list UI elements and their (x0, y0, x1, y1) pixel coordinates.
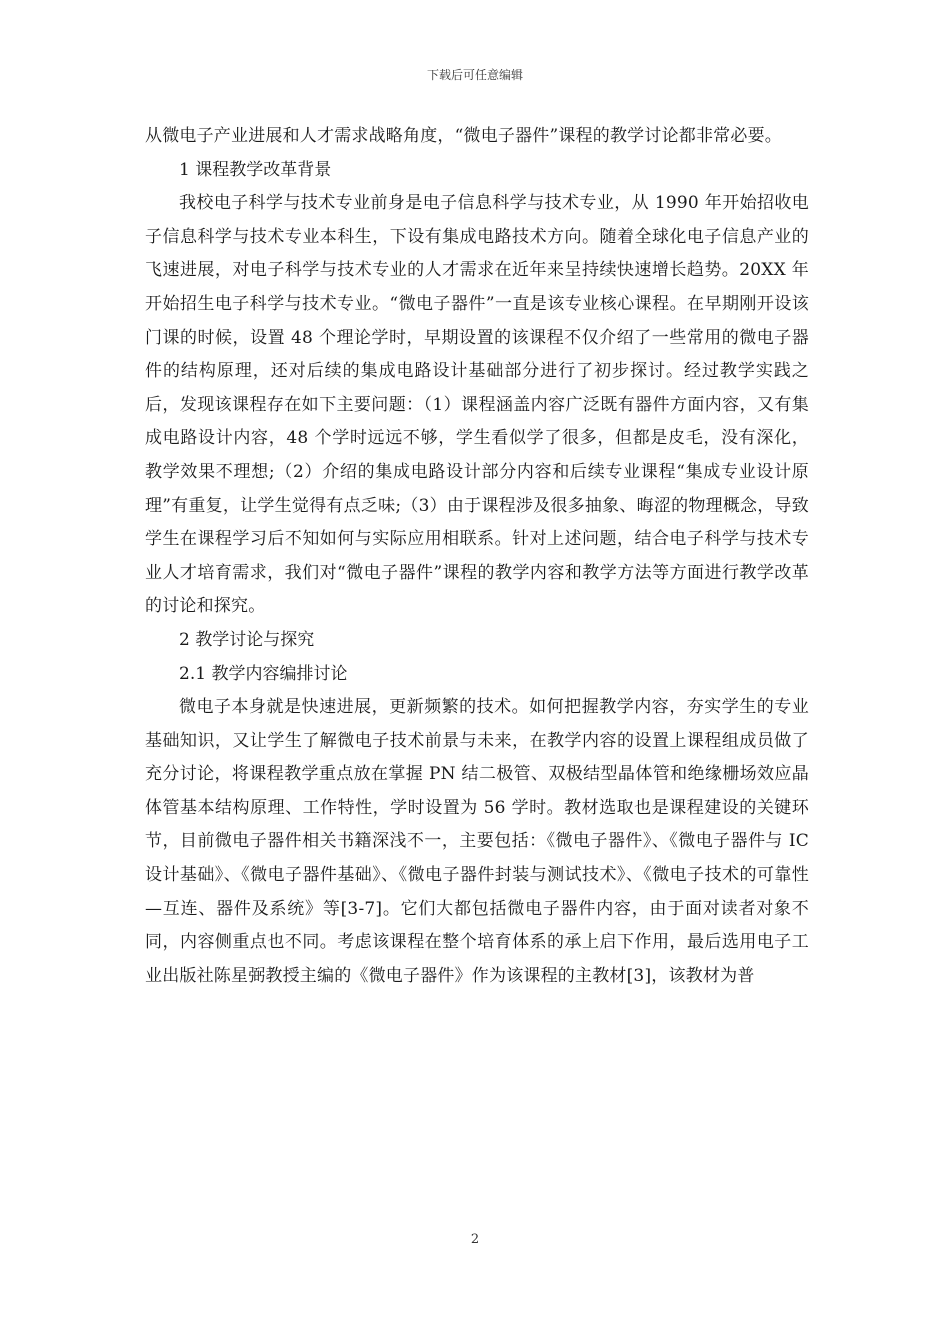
section-heading-1: 1 课程教学改革背景 (179, 159, 332, 180)
section-heading-2: 2 教学讨论与探究 (179, 629, 315, 650)
page-header: 下载后可任意编辑 (426, 68, 523, 82)
paragraph-background: 我校电子科学与技术专业前身是电子信息科学与技术专业，从 1990 年开始招收电子信息科学与技术专业本科生，下设有集成电路技术方向。随着全球化电子信息产业的飞速进展，对电子科学与技术专业的人才需求在近年来呈持续快速增长趋势。20XX 年开始招生电子科学与技术专业。“微电子器件”一直是该专业核心课程。在早期刚开设该门课的时候，设置 48 个理论学时，早期设置的该课程不仅介绍了一些常用的微电子器件的结构原理，还对后续的集成电路设计基础部分进行了初步探讨。经过教学实践之后，发现该课程存在如下主要问题：（1）课程涵盖内容广泛既有器件方面内容，又有集成电路设计内容，48 个学时远远不够，学生看似学了很多，但都是皮毛，没有深化，教学效果不理想;（2）介绍的集成电路设计部分内容和后续专业课程“集成专业设计原理”有重复，让学生觉得有点乏味;（3）由于课程涉及很多抽象、晦涩的物理概念，导致学生在课程学习后不知如何与实际应用相联系。针对上述问题，结合电子科学与技术专业人才培育需求，我们对“微电子器件”课程的教学内容和教学方法等方面进行教学改革的讨论和探究。 (145, 193, 809, 617)
subsection-heading-2-1: 2.1 教学内容编排讨论 (179, 663, 348, 684)
page-number: 2 (470, 1232, 480, 1247)
document-body (145, 120, 809, 993)
paragraph-intro: 从微电子产业进展和人才需求战略角度，“微电子器件”课程的教学讨论都非常必要。 (145, 126, 782, 146)
paragraph-content-arrangement: 微电子本身就是快速进展，更新频繁的技术。如何把握教学内容，夯实学生的专业基础知识，又让学生了解微电子技术前景与未来，在教学内容的设置上课程组成员做了充分讨论，将课程教学重点放在掌握 PN 结二极管、双极结型晶体管和绝缘栅场效应晶体管基本结构原理、工作特性，学时设置为 56 学时。教材选取也是课程建设的关键环节，目前微电子器件相关书籍深浅不一，主要包括：《微电子器件》、《微电子器件与 IC 设计基础》、《微电子器件基础》、《微电子器件封装与测试技术》、《微电子技术的可靠性—互连、器件及系统》等[3-7]。它们大都包括微电子器件内容，由于面对读者对象不同，内容侧重点也不同。考虑该课程在整个培育体系的承上启下作用，最后选用电子工业出版社陈星弼教授主编的《微电子器件》作为该课程的主教材[3]，该教材为普 (145, 697, 809, 986)
